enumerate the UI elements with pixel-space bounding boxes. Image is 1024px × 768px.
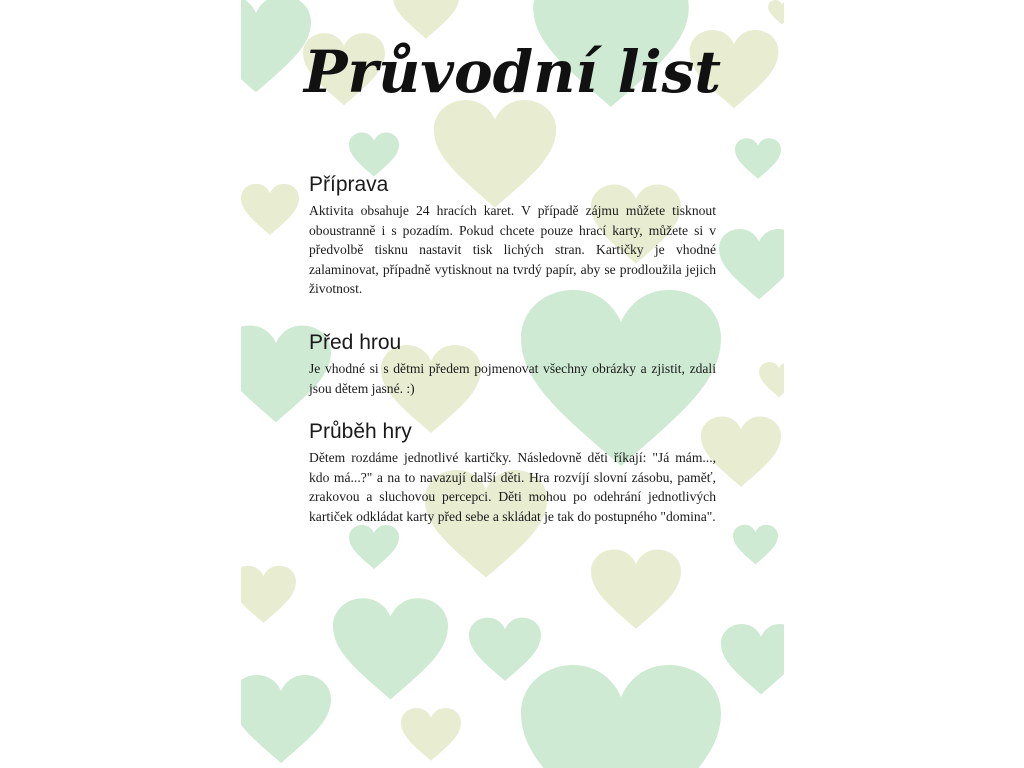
document-page: [241, 0, 784, 768]
section-text: Dětem rozdáme jednotlivé kartičky. Následovně děti říkají: "Já mám..., kdo má...?" a na to navazují další děti. Hra rozvíjí slovní zásobu, paměť, zrakovou a sluchovou percepci. Děti mohou po odehrání jednotlivých kartiček odkládat karty před sebe a skládat je tak do postupného "domina".: [309, 450, 716, 524]
section-text: Je vhodné si s dětmi předem pojmenovat všechny obrázky a zjistit, zdali jsou dětem jasné. :): [309, 361, 716, 396]
section-heading: Před hrou: [309, 331, 402, 354]
section-pred-hrou: [309, 331, 716, 398]
section-prubeh-hry: [309, 420, 716, 526]
section-priprava: [309, 173, 716, 299]
section-heading: Průběh hry: [309, 420, 412, 443]
section-text: Aktivita obsahuje 24 hracích karet. V případě zájmu můžete tisknout oboustranně i s pozadím. Pokud chcete pouze hrací karty, můžete si v předvolbě tisknu nastavit tisk lichých stran. Kartičky je vhodné zalaminovat, případně vytisknout na tvrdý papír, aby se prodloužila jejich životnost.: [309, 203, 716, 296]
document-title: Průvodní list: [303, 38, 722, 106]
section-heading: Příprava: [309, 173, 389, 196]
